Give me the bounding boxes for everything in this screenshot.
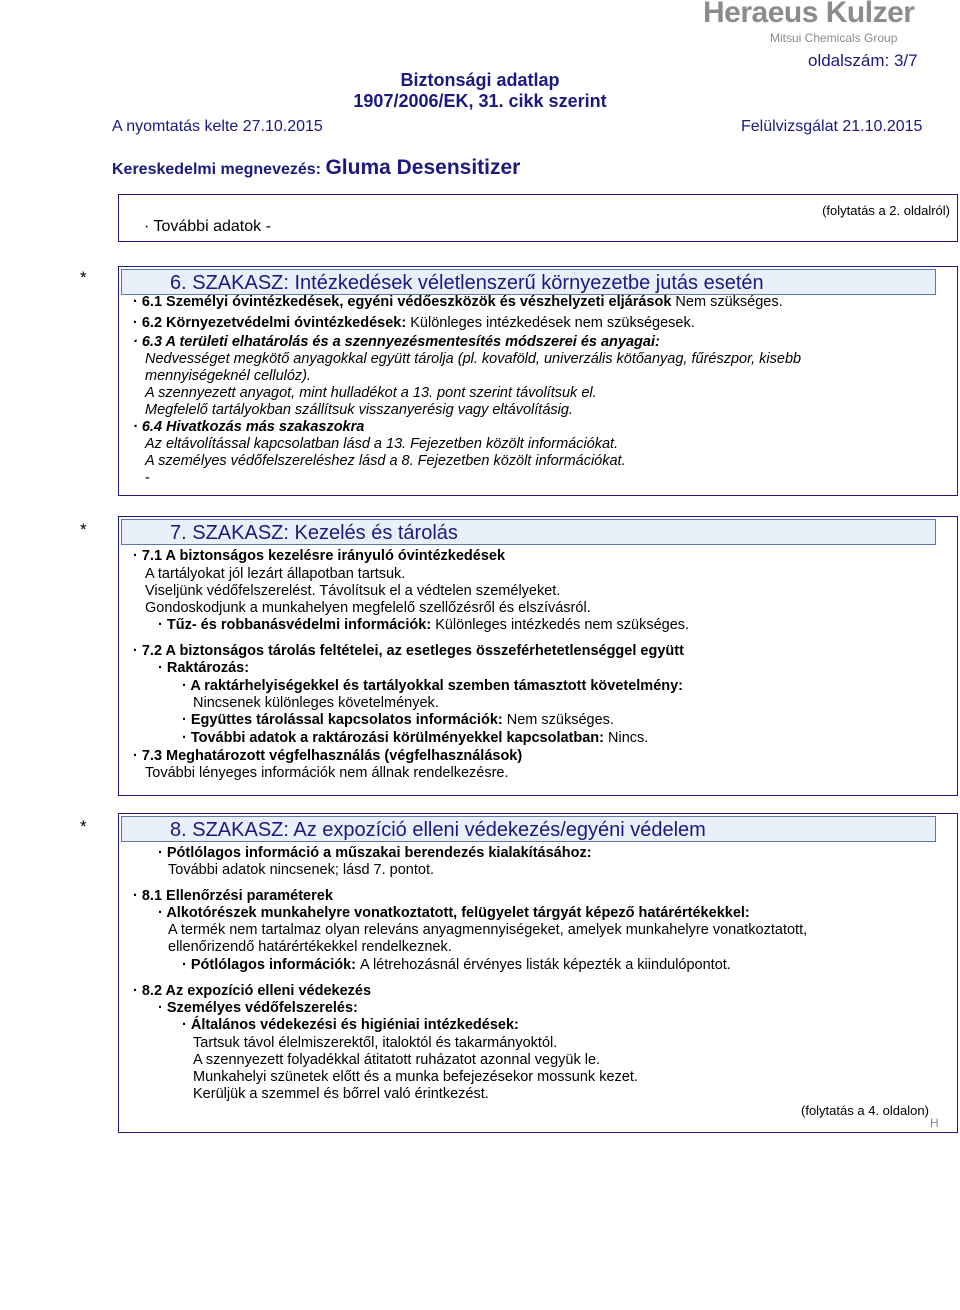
footer-mark: H [930, 1116, 939, 1130]
section-6-title: 6. SZAKASZ: Intézkedések véletlenszerű környezetbe jutás esetén [121, 269, 936, 295]
s63-line-3: A szennyezett anyagot, mint hulladékot a 13. pont szerint távolítsuk el. [145, 385, 597, 401]
s82-label: · 8.2 Az expozíció elleni védekezés [133, 983, 372, 999]
further-storage-value: Nincs. [608, 730, 649, 746]
joint-storage-label: · Együttes tárolással kapcsolatos információk: [182, 712, 503, 728]
s64-line-2: A személyes védőfelszereléshez lásd a 8. Fejezetben közölt információkat. [145, 453, 626, 469]
brand-logo-subtitle: Mitsui Chemicals Group [770, 31, 898, 45]
s71-line-2: Viseljünk védőfelszerelést. Távolítsuk el a védtelen személyeket. [145, 583, 561, 599]
s61-value: Nem szükséges. [675, 294, 783, 310]
tech-value: További adatok nincsenek; lásd 7. pontot. [168, 862, 435, 878]
general-measures-line-3: Munkahelyi szünetek előtt és a munka befejezésekor mossunk kezet. [193, 1069, 638, 1085]
components-label: · Alkotórészek munkahelyre vonatkoztatott, felügyelet tárgyát képező határértékekkel: [158, 905, 750, 921]
s72-label: · 7.2 A biztonságos tárolás feltételei, az esetleges összeférhetetlenséggel együtt [133, 643, 684, 659]
trade-name-label: Kereskedelmi megnevezés: [112, 161, 321, 178]
print-date: A nyomtatás kelte 27.10.2015 [112, 118, 323, 135]
additional-info-value: A létrehozásnál érvényes listák képezték a kiindulópontot. [360, 957, 731, 973]
components-line-2: ellenőrizendő határértékekkel rendelkeznek. [168, 939, 452, 955]
revision-date: Felülvizsgálat 21.10.2015 [741, 118, 923, 135]
s63-line-2: mennyiségeknél cellulóz). [145, 368, 312, 384]
storage-label: · Raktározás: [158, 660, 250, 676]
components-line-1: A termék nem tartalmaz olyan releváns anyagmennyiségeket, amelyek munkahelyre vonatkoztatott, [168, 922, 808, 938]
s73-value: További lényeges információk nem állnak rendelkezésre. [145, 765, 509, 781]
change-marker: * [80, 520, 87, 539]
trade-name [112, 156, 520, 180]
s62-label: · 6.2 Környezetvédelmi óvintézkedések: [133, 315, 407, 331]
section-end-dash: - [145, 470, 150, 486]
s63-line-4: Megfelelő tartályokban szállítsuk visszanyerésig vagy eltávolításig. [145, 402, 573, 418]
s73-label: · 7.3 Meghatározott végfelhasználás (végfelhasználások) [133, 748, 523, 764]
trade-name-value: Gluma Desensitizer [325, 156, 521, 179]
joint-storage-value: Nem szükséges. [506, 712, 614, 728]
tech-label: · Pótlólagos információ a műszakai berendezés kialakításához: [158, 845, 592, 861]
continued-to-note: (folytatás a 4. oldalon) [801, 1103, 929, 1118]
s61-label: · 6.1 Személyi óvintézkedések, egyéni védőeszközök és vészhelyzeti eljárások [133, 294, 672, 310]
section-7-title: 7. SZAKASZ: Kezelés és tárolás [121, 519, 936, 545]
s71-line-3: Gondoskodjunk a munkahelyen megfelelő szellőzésről és elszívásról. [145, 600, 591, 616]
change-marker: * [80, 817, 87, 836]
s63-label: · 6.3 A területi elhatárolás és a szennyezésmentesítés módszerei és anyagai: [133, 334, 660, 350]
storage-requirement-label: · A raktárhelyiségekkel és tartályokkal szemben támasztott követelmény: [182, 678, 684, 694]
ppe-label: · Személyes védőfelszerelés: [158, 1000, 358, 1016]
general-measures-line-1: Tartsuk távol élelmiszerektől, italoktól és takarmányoktól. [193, 1035, 558, 1051]
document-regulation: 1907/2006/EK, 31. cikk szerint [353, 91, 607, 111]
s62-line [133, 315, 695, 332]
s62-value: Különleges intézkedések nem szükségesek. [410, 315, 695, 331]
joint-storage-line [182, 712, 614, 729]
fire-line [158, 617, 689, 634]
general-measures-line-4: Kerüljük a szemmel és bőrrel való érintkezést. [193, 1086, 489, 1102]
continued-from-note: (folytatás a 2. oldalról) [822, 203, 950, 218]
brand-logo: Heraeus Kulzer [703, 0, 915, 29]
s81-label: · 8.1 Ellenőrzési paraméterek [133, 888, 333, 904]
additional-info-label: · Pótlólagos információk: [182, 957, 357, 973]
page-number: oldalszám: 3/7 [808, 51, 918, 70]
s64-label: · 6.4 Hivatkozás más szakaszokra [133, 419, 365, 435]
general-measures-label: · Általános védekezési és higiéniai intézkedések: [182, 1017, 519, 1033]
further-data-label: · További adatok - [144, 218, 271, 235]
s64-line-1: Az eltávolítással kapcsolatban lásd a 13. Fejezetben közölt információkat. [145, 436, 619, 452]
s71-line-1: A tartályokat jól lezárt állapotban tartsuk. [145, 566, 406, 582]
further-storage-label: · További adatok a raktározási körülményekkel kapcsolatban: [182, 730, 604, 746]
storage-requirement-value: Nincsenek különleges követelmények. [193, 695, 439, 711]
s71-label: · 7.1 A biztonságos kezelésre irányuló óvintézkedések [133, 548, 506, 564]
section-8-title: 8. SZAKASZ: Az expozíció elleni védekezés/egyéni védelem [121, 816, 936, 842]
s63-line-1: Nedvességet megkötő anyagokkal együtt tárolja (pl. kovaföld, univerzális kötőanyag, fűrészpor, kisebb [145, 351, 802, 367]
s61-line [133, 294, 783, 311]
further-storage-line [182, 730, 648, 747]
general-measures-line-2: A szennyezett folyadékkal átitatott ruházatot azonnal vegyük le. [193, 1052, 601, 1068]
fire-value: Különleges intézkedés nem szükséges. [435, 617, 690, 633]
document-title: Biztonsági adatlap [400, 70, 560, 90]
fire-label: · Tűz- és robbanásvédelmi információk: [158, 617, 432, 633]
additional-info-line [182, 957, 731, 974]
change-marker: * [80, 268, 87, 287]
continuation-box [118, 194, 958, 242]
